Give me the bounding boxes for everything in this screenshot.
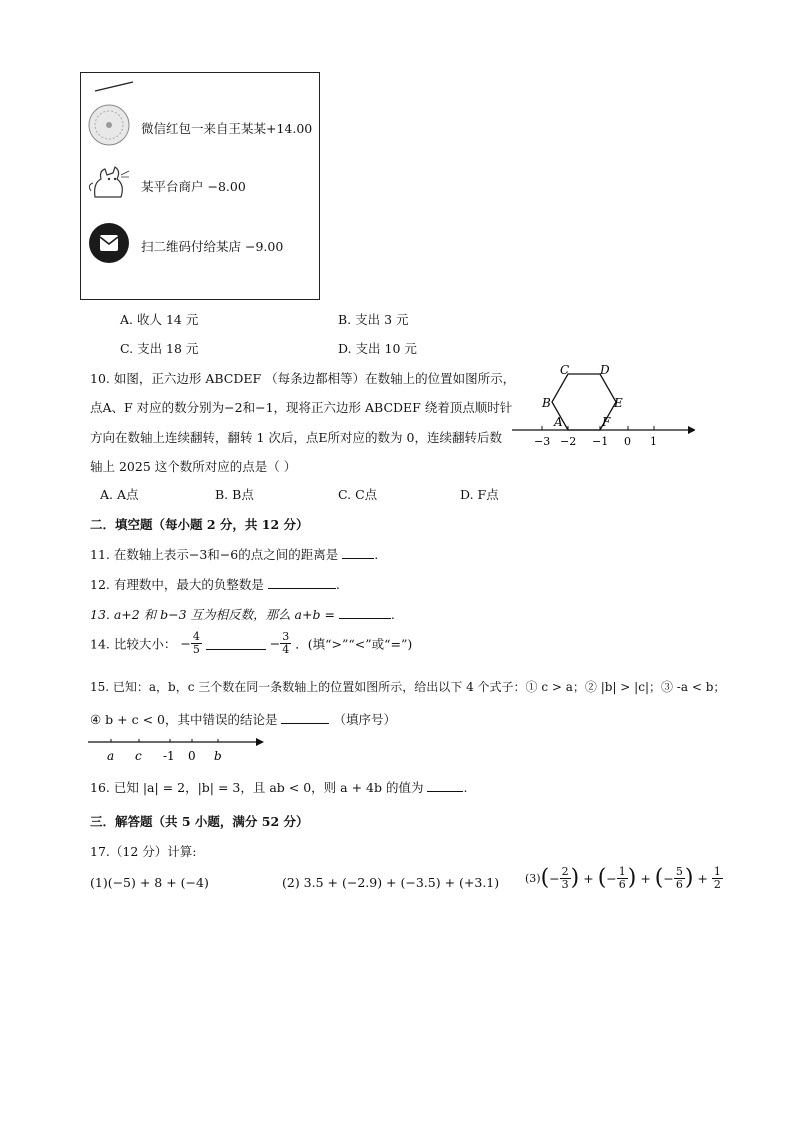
q15-number-line (88, 732, 268, 766)
q16-text: 16. 已知 |a| = 2，|b| = 3，且 ab < 0，则 a + 4b 的值为 (90, 780, 424, 795)
q15-line-2-text: ④ b + c < 0，其中错误的结论是 (90, 712, 278, 727)
q9-option-b: B. 支出 3 元 (338, 312, 409, 327)
q10-option-d: D. F点 (460, 487, 499, 502)
q11-answer-blank (342, 546, 374, 559)
qr-pay-icon (87, 221, 131, 265)
q16: 16. 已知 |a| = 2，|b| = 3，且 ab < 0，则 a + 4b 的值为 . (90, 780, 468, 795)
axis-label-c: c (135, 749, 142, 763)
q12: 12. 有理数中，最大的负整数是 . (90, 577, 340, 592)
section-3-title: 三．解答题（共 5 小题，满分 52 分） (90, 814, 309, 829)
stroke-mark-icon (93, 79, 135, 93)
wallet-item-3-text: 扫二维码付给某店 −9.00 (141, 239, 284, 254)
vertex-label-f: F (602, 415, 611, 429)
tick-label-m2: −2 (560, 435, 577, 448)
q13: 13. a+2 和 b−3 互为相反数，那么 a+b = . (90, 607, 395, 622)
tick-label-0: 0 (624, 435, 631, 448)
axis-label-b: b (214, 749, 222, 763)
q9-option-a: A. 收人 14 元 (120, 312, 199, 327)
q12-answer-blank (268, 576, 336, 589)
vertex-label-e: E (614, 396, 623, 410)
axis-arrow (688, 426, 695, 434)
q17-part-2: (2) 3.5 + (−2.9) + (−3.5) + (+3.1) (282, 875, 500, 890)
q14-suffix: ．(填“>”“<”或“=”) (295, 636, 413, 652)
wallet-item-1-text: 微信红包一来自王某某+14.00 (141, 121, 313, 136)
q13-text: 13. a+2 和 b−3 互为相反数，那么 a+b = (90, 607, 335, 622)
vertex-label-d: D (600, 363, 610, 377)
q10-option-c: C. C点 (338, 487, 378, 502)
q17-part-3: (3)(− $\frac{2}{3}$ ) + (− $\frac{1}{6}$ ) + (− $\frac{5}{6}$ ) + $\frac{1}{2}$ (525, 865, 721, 891)
vertex-label-c: C (560, 363, 570, 377)
q13-answer-blank (339, 606, 391, 619)
hexagon-number-line-figure (510, 362, 695, 452)
tick-label-m3: −3 (534, 435, 551, 448)
q10-option-a: A. A点 (100, 487, 139, 502)
q16-answer-blank (427, 779, 463, 792)
q14: 14. 比较大小： − $\frac{4}{5}$ − $\frac{3}{4}$ ．(填“>”“<”或“=”) (90, 630, 413, 656)
q10-line-1: 10. 如图，正六边形 ABCDEF （每条边都相等）在数轴上的位置如图所示， (90, 371, 516, 386)
q17-p3-frac-2: $\frac{1}{6}$ (618, 865, 626, 891)
tick-label-1: 1 (650, 435, 657, 448)
transaction-record-box (80, 72, 320, 300)
axis-label-0: 0 (188, 749, 196, 763)
q12-text: 12. 有理数中，最大的负整数是 (90, 577, 264, 592)
q14-fraction-1: $\frac{4}{5}$ (192, 630, 200, 656)
q17-title: 17.（12 分）计算: (90, 844, 197, 859)
q9-option-c: C. 支出 18 元 (120, 341, 199, 356)
q11-text: 11. 在数轴上表示−3和−6的点之间的距离是 (90, 547, 339, 562)
section-2-title: 二．填空题（每小题 2 分，共 12 分） (90, 517, 309, 532)
vertex-label-b: B (542, 396, 551, 410)
q10-line-3: 方向在数轴上连续翻转，翻转 1 次后，点E所对应的数为 0，连续翻转后数 (90, 430, 502, 445)
q15-answer-blank (281, 711, 329, 724)
axis-label-a: a (107, 749, 115, 763)
q14-prefix: 14. 比较大小： (90, 636, 177, 652)
q10-option-b: B. B点 (215, 487, 254, 502)
q17-p3-frac-4: $\frac{1}{2}$ (713, 865, 721, 891)
vertex-label-a: A (554, 415, 563, 429)
cat-icon (87, 161, 131, 201)
q9-option-d: D. 支出 10 元 (338, 341, 417, 356)
q14-answer-blank (206, 637, 266, 650)
q14-fraction-2: $\frac{3}{4}$ (282, 630, 290, 656)
q17-p3-frac-3: $\frac{5}{6}$ (675, 865, 683, 891)
q17-p3-frac-1: $\frac{2}{3}$ (561, 865, 569, 891)
q15-line-1: 15. 已知：a，b，c 三个数在同一条数轴上的位置如图所示，给出以下 4 个式子：① c > a；② |b| > |c|；③ -a < b； (90, 680, 726, 694)
red-envelope-icon (87, 103, 131, 147)
tick-label-m1: −1 (592, 435, 609, 448)
axis-label-m1: -1 (163, 749, 175, 763)
q17-part-1: (1)(−5) + 8 + (−4) (90, 875, 209, 890)
q15-line-2 (90, 710, 396, 728)
wallet-item-2-text: 某平台商户 −8.00 (141, 179, 246, 194)
q15-line-2-suffix: （填序号） (333, 712, 396, 727)
q11: 11. 在数轴上表示−3和−6的点之间的距离是 . (90, 547, 379, 562)
q10-line-4: 轴上 2025 这个数所对应的点是（ ） (90, 459, 297, 474)
q10-line-2: 点A、F 对应的数分别为−2和−1，现将正六边形 ABCDEF 绕着顶点顺时针 (90, 400, 513, 415)
